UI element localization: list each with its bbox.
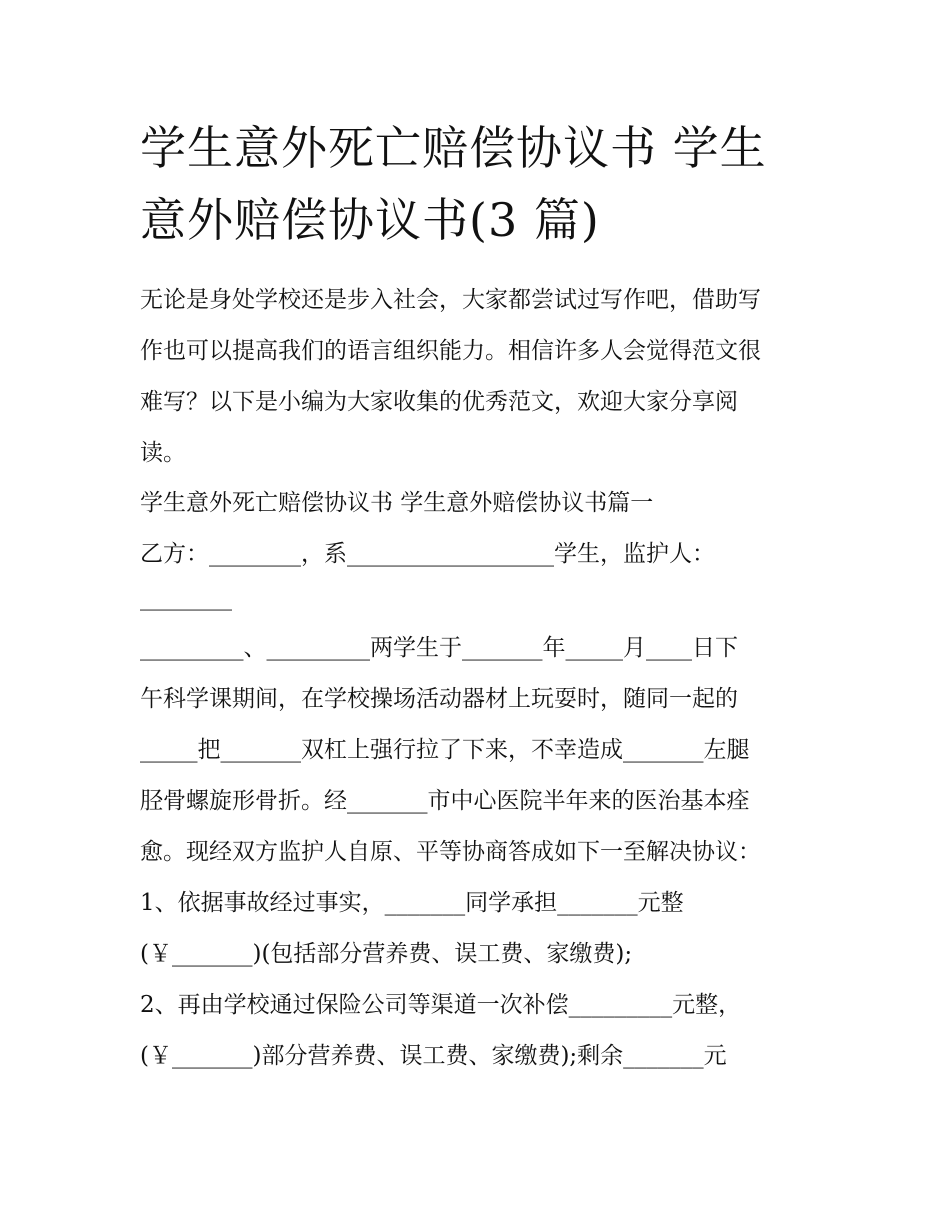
section-one	[140, 478, 830, 624]
clause-line: 午科学课期间，在学校操场活动器材上玩耍时，随同一起的	[140, 686, 738, 712]
clause-line: 2、再由学校通过保险公司等渠道一次补偿_________元整，	[140, 992, 742, 1018]
clause-line: (￥_______)(包括部分营养费、误工费、家缴费);	[140, 941, 633, 967]
clause-line: 愈。现经双方监护人自原、平等协商答成如下一至解决协议：	[140, 839, 761, 865]
intro-line: 无论是身处学校还是步入社会，大家都尝试过写作吧，借助写	[140, 287, 761, 313]
party-line: 乙方：________，系__________________学生，监护人：	[140, 541, 715, 567]
title-line-2: 意外赔偿协议书(3 篇)	[140, 193, 600, 247]
intro-line: 读。	[140, 440, 186, 466]
party-blank: ________	[140, 585, 232, 611]
section-heading: 学生意外死亡赔偿协议书 学生意外赔偿协议书篇一	[140, 490, 654, 516]
clause-line: _____把_______双杠上强行拉了下来，不幸造成_______左腿	[140, 737, 750, 763]
clause-line: 1、依据事故经过事实，_______同学承担_______元整	[140, 890, 684, 916]
clause-line: (￥_______)部分营养费、误工费、家缴费);剩余_______元	[140, 1043, 727, 1069]
document-title	[140, 112, 820, 256]
clause-line: 胫骨螺旋形骨折。经_______市中心医院半年来的医治基本痊	[140, 788, 750, 814]
clause-line: _________、_________两学生于_______年_____月____日下	[140, 635, 738, 661]
intro-line: 作也可以提高我们的语言组织能力。相信许多人会觉得范文很	[140, 338, 761, 364]
clauses-paragraph	[140, 623, 830, 1082]
title-line-1: 学生意外死亡赔偿协议书 学生	[140, 121, 767, 175]
intro-paragraph	[140, 275, 830, 479]
intro-line: 难写？以下是小编为大家收集的优秀范文，欢迎大家分享阅	[140, 389, 738, 415]
